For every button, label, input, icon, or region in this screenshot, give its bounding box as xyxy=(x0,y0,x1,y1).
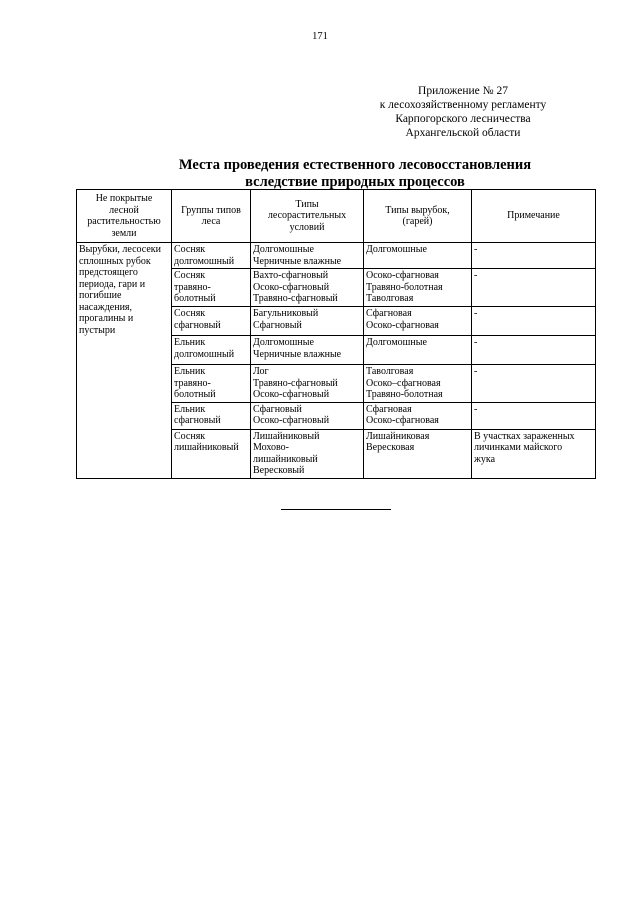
cell-line: Ельник xyxy=(174,337,206,348)
header-note xyxy=(472,190,596,243)
note-cell xyxy=(472,429,596,478)
cell-line: В участках зараженных xyxy=(474,430,575,442)
clearing-types-cell xyxy=(364,402,472,429)
cell-line: Сфагновый xyxy=(253,319,302,331)
cell-line: сплошных рубок xyxy=(79,255,151,267)
appendix-line: к лесохозяйственному регламенту xyxy=(379,99,547,111)
cell-line: - xyxy=(474,337,478,348)
cell-line: предстоящего xyxy=(79,267,138,278)
cell-line: Лог xyxy=(253,366,269,377)
header-land-category xyxy=(77,190,172,243)
cell-line: лесной xyxy=(109,204,139,216)
cell-line: Вересковый xyxy=(253,465,305,476)
appendix-header xyxy=(330,84,596,140)
cell-line: Вырубки, лесосеки xyxy=(79,244,161,255)
table-header-row xyxy=(77,190,596,243)
cell-line: лесорастительных xyxy=(267,210,347,222)
cell-line: болотный xyxy=(174,389,216,400)
cell-line: прогалины и xyxy=(79,313,134,324)
cell-line: травяно- xyxy=(174,281,211,293)
header-site-conditions xyxy=(251,190,364,243)
cell-line: Вересковая xyxy=(366,442,415,453)
forest-type-group-cell xyxy=(172,307,251,336)
forest-type-group-cell xyxy=(172,243,251,269)
cell-line: долгомошный xyxy=(174,348,235,360)
cell-line: Сосняк xyxy=(174,244,206,255)
cell-line: погибшие xyxy=(79,290,122,301)
cell-line: Таволговая xyxy=(366,293,414,304)
clearing-types-cell xyxy=(364,429,472,478)
reforestation-table xyxy=(76,189,596,479)
cell-line: Лишайниковый xyxy=(253,430,320,442)
appendix-line: Архангельской области xyxy=(405,127,521,139)
cell-line: Таволговая xyxy=(366,366,414,377)
land-category-cell xyxy=(77,243,172,479)
site-conditions-cell xyxy=(251,365,364,403)
table-row xyxy=(77,243,596,269)
cell-line: Долгомошные xyxy=(366,337,427,348)
cell-line: растительностью xyxy=(87,216,161,227)
cell-line: Типы вырубок, xyxy=(385,204,450,216)
clearing-types-cell xyxy=(364,307,472,336)
cell-line: Не покрытые xyxy=(95,193,153,204)
cell-line: насаждения, xyxy=(79,301,133,313)
cell-line: пустыри xyxy=(79,324,116,336)
cell-line: Ельник xyxy=(174,403,206,415)
cell-line: жука xyxy=(474,453,496,465)
cell-line: Примечание xyxy=(507,210,560,222)
page-number: 171 xyxy=(312,31,328,42)
cell-line: Сосняк xyxy=(174,308,206,319)
note-cell xyxy=(472,243,596,269)
cell-line: - xyxy=(474,244,478,255)
cell-line: Осоко-сфагновый xyxy=(253,281,330,293)
cell-line: Осоко-сфагновая xyxy=(366,270,439,281)
forest-type-group-cell xyxy=(172,402,251,429)
site-conditions-cell xyxy=(251,269,364,307)
cell-line: Осоко-сфагновый xyxy=(253,389,330,400)
note-cell xyxy=(472,402,596,429)
cell-line: Группы типов xyxy=(181,204,241,216)
cell-line: Травяно-болотная xyxy=(366,281,443,293)
cell-line: Долгомошные xyxy=(253,244,314,255)
cell-line: болотный xyxy=(174,293,216,304)
document-title xyxy=(120,157,590,191)
cell-line: земли xyxy=(111,227,137,239)
site-conditions-cell xyxy=(251,243,364,269)
cell-line: Лишайниковая xyxy=(366,430,430,442)
forest-type-group-cell xyxy=(172,365,251,403)
note-cell xyxy=(472,307,596,336)
cell-line: Травяно-сфагновый xyxy=(253,293,338,304)
note-cell xyxy=(472,269,596,307)
cell-line: Сосняк xyxy=(174,270,206,281)
cell-line: Осоко-сфагновая xyxy=(366,415,439,426)
site-conditions-cell xyxy=(251,307,364,336)
forest-type-group-cell xyxy=(172,336,251,365)
cell-line: сфагновый xyxy=(174,319,221,331)
cell-line: Вахто-сфагновый xyxy=(253,270,329,281)
title-line: вследствие природных процессов xyxy=(245,174,465,190)
cell-line: лишайниковый xyxy=(253,453,318,465)
cell-line: периода, гари и xyxy=(79,278,146,290)
cell-line: Мохово- xyxy=(253,442,289,453)
cell-line: Сфагновая xyxy=(366,403,412,415)
forest-type-group-cell xyxy=(172,429,251,478)
cell-line: Осоко–сфагновая xyxy=(366,377,441,389)
cell-line: - xyxy=(474,308,478,319)
clearing-types-cell xyxy=(364,365,472,403)
cell-line: Типы xyxy=(295,198,319,210)
cell-line: Травяно-болотная xyxy=(366,389,443,400)
note-cell xyxy=(472,365,596,403)
cell-line: - xyxy=(474,366,478,377)
cell-line: Сфагновая xyxy=(366,308,412,319)
cell-line: долгомошный xyxy=(174,255,235,267)
site-conditions-cell xyxy=(251,402,364,429)
cell-line: травяно- xyxy=(174,377,211,389)
clearing-types-cell xyxy=(364,269,472,307)
forest-type-group-cell xyxy=(172,269,251,307)
cell-line: Сосняк xyxy=(174,430,206,442)
cell-line: условий xyxy=(289,221,325,233)
header-forest-type-group xyxy=(172,190,251,243)
cell-line: Сфагновый xyxy=(253,403,302,415)
appendix-line: Приложение № 27 xyxy=(418,85,508,97)
note-cell xyxy=(472,336,596,365)
title-line: Места проведения естественного лесовосстановления xyxy=(178,157,532,173)
clearing-types-cell xyxy=(364,243,472,269)
cell-line: - xyxy=(474,403,478,415)
clearing-types-cell xyxy=(364,336,472,365)
cell-line: Ельник xyxy=(174,366,206,377)
cell-line: Черничные влажные xyxy=(253,255,342,267)
cell-line: лишайниковый xyxy=(174,442,239,453)
cell-line: Долгомошные xyxy=(253,337,314,348)
cell-line: леса xyxy=(201,216,221,227)
cell-line: (гарей) xyxy=(402,216,433,227)
cell-line: Багульниковый xyxy=(253,308,319,319)
cell-line: Долгомошные xyxy=(366,244,427,255)
cell-line: Травяно-сфагновый xyxy=(253,377,338,389)
cell-line: Осоко-сфагновая xyxy=(366,319,439,331)
site-conditions-cell xyxy=(251,429,364,478)
cell-line: Осоко-сфагновый xyxy=(253,415,330,426)
cell-line: - xyxy=(474,270,478,281)
appendix-line: Карпогорского лесничества xyxy=(395,113,531,125)
cell-line: Черничные влажные xyxy=(253,348,342,360)
separator-line xyxy=(281,509,391,510)
site-conditions-cell xyxy=(251,336,364,365)
header-clearing-types xyxy=(364,190,472,243)
cell-line: личинками майского xyxy=(474,442,563,453)
cell-line: сфагновый xyxy=(174,415,221,426)
